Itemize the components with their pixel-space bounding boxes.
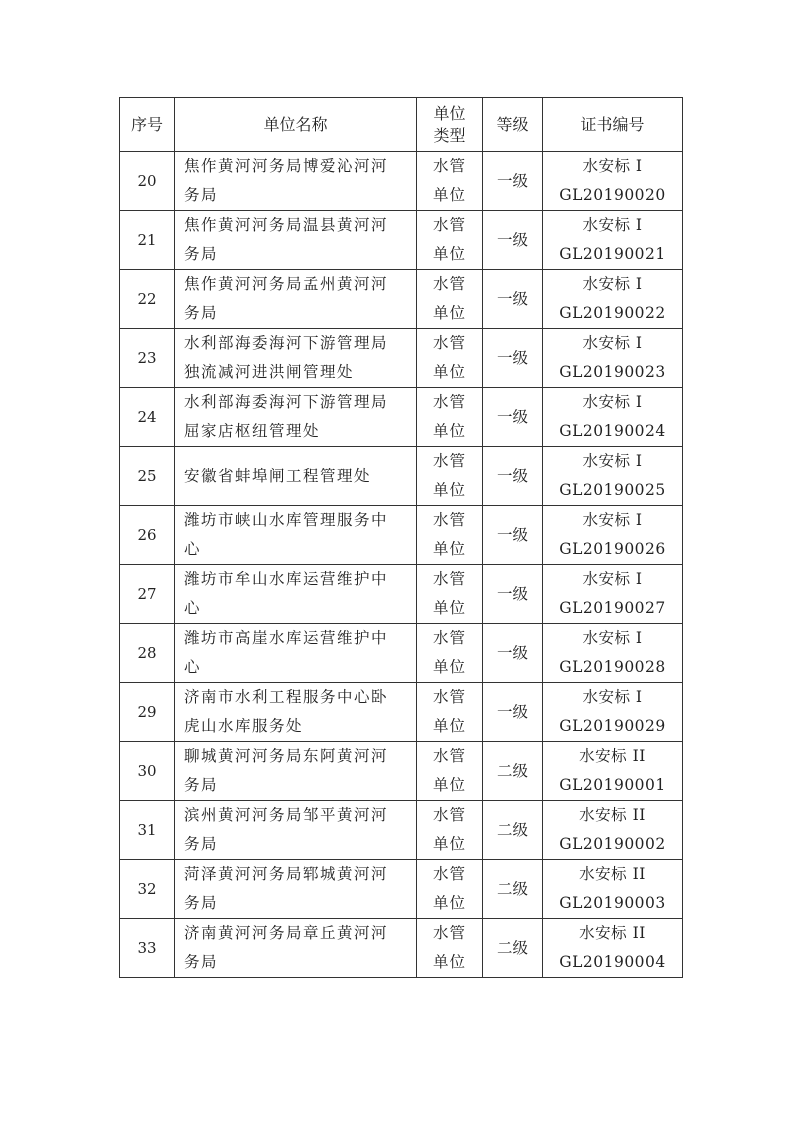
cell-grade: 一级: [483, 624, 543, 683]
cell-unit-name: [175, 565, 417, 624]
cell-unit-type: [417, 624, 483, 683]
cell-seq: 29: [120, 683, 175, 742]
unit-type-line1: 水管: [432, 334, 466, 352]
unit-name-line2: 心: [184, 599, 202, 617]
cell-cert-number: [543, 152, 683, 211]
cell-grade: 一级: [483, 565, 543, 624]
cell-unit-type: [417, 565, 483, 624]
unit-name-line2: 务局: [184, 245, 219, 263]
unit-name-line1: 潍坊市峡山水库管理服务中: [184, 511, 389, 529]
unit-type-line2: 单位: [432, 953, 466, 971]
unit-type-line2: 单位: [432, 835, 466, 853]
cell-grade: 二级: [483, 919, 543, 978]
cell-grade: 一级: [483, 329, 543, 388]
cell-seq: 23: [120, 329, 175, 388]
table-row: [120, 624, 683, 683]
cell-unit-name: [175, 388, 417, 447]
cert-line2: GL20190023: [559, 363, 666, 381]
table-row: [120, 211, 683, 270]
cell-unit-name: [175, 683, 417, 742]
unit-type-line1: 水管: [432, 688, 466, 706]
unit-name-line2: 务局: [184, 835, 219, 853]
cell-grade: 一级: [483, 152, 543, 211]
unit-name-line1: 焦作黄河河务局孟州黄河河: [184, 275, 389, 293]
cell-seq: 33: [120, 919, 175, 978]
cell-grade: 一级: [483, 388, 543, 447]
cell-seq: 31: [120, 801, 175, 860]
table-row: [120, 270, 683, 329]
cell-seq: 27: [120, 565, 175, 624]
cell-cert-number: [543, 860, 683, 919]
cell-unit-type: [417, 152, 483, 211]
unit-name-line2: 独流减河进洪闸管理处: [184, 363, 355, 381]
cell-unit-name: [175, 447, 417, 506]
cert-line1: 水安标 I: [582, 334, 643, 352]
cert-line1: 水安标 I: [582, 688, 643, 706]
unit-type-line2: 单位: [432, 363, 466, 381]
unit-type-line1: 水管: [432, 157, 466, 175]
unit-type-line2: 单位: [432, 717, 466, 735]
cell-seq: 28: [120, 624, 175, 683]
unit-type-line1: 水管: [432, 865, 466, 883]
table-row: [120, 683, 683, 742]
cert-line2: GL20190003: [559, 894, 666, 912]
cell-unit-type: [417, 860, 483, 919]
header-row: [120, 98, 683, 152]
cell-cert-number: [543, 211, 683, 270]
cell-grade: 一级: [483, 270, 543, 329]
unit-type-line1: 水管: [432, 511, 466, 529]
unit-type-line2: 单位: [432, 776, 466, 794]
unit-name-line2: 务局: [184, 186, 219, 204]
cell-grade: 一级: [483, 211, 543, 270]
cell-unit-type: [417, 388, 483, 447]
cell-grade: 二级: [483, 742, 543, 801]
unit-name-line2: 务局: [184, 304, 219, 322]
unit-type-line2: 单位: [432, 481, 466, 499]
unit-type-line1: 水管: [432, 924, 466, 942]
unit-type-line2: 单位: [432, 894, 466, 912]
unit-name-line1: 聊城黄河河务局东阿黄河河: [184, 747, 389, 765]
cell-unit-name: [175, 919, 417, 978]
unit-name-line1: 潍坊市高崖水库运营维护中: [184, 629, 389, 647]
cert-line2: GL20190004: [559, 953, 666, 971]
cert-line2: GL20190026: [559, 540, 666, 558]
cell-cert-number: [543, 388, 683, 447]
unit-name-line1: 焦作黄河河务局温县黄河河: [184, 216, 389, 234]
table-row: [120, 152, 683, 211]
cell-cert-number: [543, 801, 683, 860]
cell-cert-number: [543, 683, 683, 742]
cert-line1: 水安标 II: [579, 924, 646, 942]
table-row: [120, 329, 683, 388]
unit-name-line1: 济南黄河河务局章丘黄河河: [184, 924, 389, 942]
unit-name-line1: 焦作黄河河务局博爱沁河河: [184, 157, 389, 175]
unit-name-line1: 菏泽黄河河务局郓城黄河河: [184, 865, 389, 883]
cell-cert-number: [543, 447, 683, 506]
cert-line1: 水安标 II: [579, 806, 646, 824]
cell-cert-number: [543, 919, 683, 978]
cert-line2: GL20190002: [559, 835, 666, 853]
cert-line2: GL20190020: [559, 186, 666, 204]
cell-cert-number: [543, 329, 683, 388]
unit-type-line2: 单位: [432, 304, 466, 322]
table-row: [120, 860, 683, 919]
cell-unit-type: [417, 270, 483, 329]
header-cert: 证书编号: [543, 98, 683, 152]
cell-grade: 一级: [483, 447, 543, 506]
header-type: [417, 98, 483, 152]
unit-type-line1: 水管: [432, 806, 466, 824]
header-type-line1: 单位: [433, 103, 466, 123]
unit-type-line1: 水管: [432, 629, 466, 647]
unit-name-line1: 安徽省蚌埠闸工程管理处: [184, 466, 372, 485]
unit-type-line1: 水管: [432, 216, 466, 234]
cell-unit-name: [175, 211, 417, 270]
cell-unit-name: [175, 624, 417, 683]
cert-line1: 水安标 I: [582, 511, 643, 529]
cell-grade: 二级: [483, 860, 543, 919]
unit-name-line2: 屈家店枢纽管理处: [184, 422, 321, 440]
cell-grade: 一级: [483, 683, 543, 742]
cell-seq: 30: [120, 742, 175, 801]
cell-unit-name: [175, 801, 417, 860]
cert-line1: 水安标 I: [582, 216, 643, 234]
cell-unit-type: [417, 506, 483, 565]
cert-line1: 水安标 I: [582, 629, 643, 647]
cell-unit-type: [417, 742, 483, 801]
table-row: [120, 742, 683, 801]
cell-unit-type: [417, 329, 483, 388]
cell-seq: 32: [120, 860, 175, 919]
cert-line1: 水安标 II: [579, 747, 646, 765]
cell-cert-number: [543, 742, 683, 801]
unit-name-line1: 滨州黄河河务局邹平黄河河: [184, 806, 389, 824]
unit-name-line2: 心: [184, 658, 202, 676]
table-row: [120, 919, 683, 978]
cell-cert-number: [543, 624, 683, 683]
unit-name-line1: 水利部海委海河下游管理局: [184, 334, 389, 352]
cert-line1: 水安标 II: [579, 865, 646, 883]
cert-line2: GL20190027: [559, 599, 666, 617]
unit-name-line1: 水利部海委海河下游管理局: [184, 393, 389, 411]
cell-unit-name: [175, 329, 417, 388]
table-row: [120, 801, 683, 860]
cert-line2: GL20190021: [559, 245, 666, 263]
cell-seq: 24: [120, 388, 175, 447]
cert-line2: GL20190028: [559, 658, 666, 676]
cell-unit-type: [417, 447, 483, 506]
cell-grade: 二级: [483, 801, 543, 860]
header-type-line2: 类型: [433, 125, 466, 145]
cert-line2: GL20190001: [559, 776, 666, 794]
unit-type-line2: 单位: [432, 422, 466, 440]
unit-type-line2: 单位: [432, 599, 466, 617]
cell-seq: 22: [120, 270, 175, 329]
unit-name-line2: 务局: [184, 953, 219, 971]
cell-seq: 20: [120, 152, 175, 211]
unit-type-line1: 水管: [432, 275, 466, 293]
unit-name-line1: 济南市水利工程服务中心卧: [184, 688, 389, 706]
cert-line1: 水安标 I: [582, 157, 643, 175]
cell-unit-name: [175, 270, 417, 329]
cert-line2: GL20190025: [559, 481, 666, 499]
table-row: [120, 447, 683, 506]
cell-seq: 21: [120, 211, 175, 270]
certificate-table: [119, 97, 683, 978]
cell-cert-number: [543, 565, 683, 624]
unit-name-line1: 潍坊市牟山水库运营维护中: [184, 570, 389, 588]
table-row: [120, 565, 683, 624]
cert-line1: 水安标 I: [582, 570, 643, 588]
cert-line2: GL20190024: [559, 422, 666, 440]
cell-unit-name: [175, 742, 417, 801]
header-grade: 等级: [483, 98, 543, 152]
unit-type-line2: 单位: [432, 540, 466, 558]
cell-seq: 26: [120, 506, 175, 565]
unit-type-line1: 水管: [432, 747, 466, 765]
header-seq: 序号: [120, 98, 175, 152]
unit-name-line2: 心: [184, 540, 202, 558]
cell-unit-type: [417, 211, 483, 270]
cell-cert-number: [543, 270, 683, 329]
cert-line1: 水安标 I: [582, 393, 643, 411]
unit-name-line2: 虎山水库服务处: [184, 717, 304, 735]
unit-type-line1: 水管: [432, 393, 466, 411]
unit-type-line2: 单位: [432, 186, 466, 204]
cell-unit-name: [175, 152, 417, 211]
table-row: [120, 506, 683, 565]
unit-type-line1: 水管: [432, 570, 466, 588]
unit-type-line1: 水管: [432, 452, 466, 470]
cell-grade: 一级: [483, 506, 543, 565]
cell-unit-type: [417, 683, 483, 742]
cell-unit-type: [417, 801, 483, 860]
cert-line2: GL20190022: [559, 304, 666, 322]
unit-name-line2: 务局: [184, 776, 219, 794]
unit-type-line2: 单位: [432, 245, 466, 263]
unit-name-line2: 务局: [184, 894, 219, 912]
cell-unit-name: [175, 860, 417, 919]
cert-line2: GL20190029: [559, 717, 666, 735]
cert-line1: 水安标 I: [582, 452, 643, 470]
cell-seq: 25: [120, 447, 175, 506]
table-row: [120, 388, 683, 447]
cell-unit-name: [175, 506, 417, 565]
cell-cert-number: [543, 506, 683, 565]
cert-line1: 水安标 I: [582, 275, 643, 293]
header-name: 单位名称: [175, 98, 417, 152]
cell-unit-type: [417, 919, 483, 978]
unit-type-line2: 单位: [432, 658, 466, 676]
